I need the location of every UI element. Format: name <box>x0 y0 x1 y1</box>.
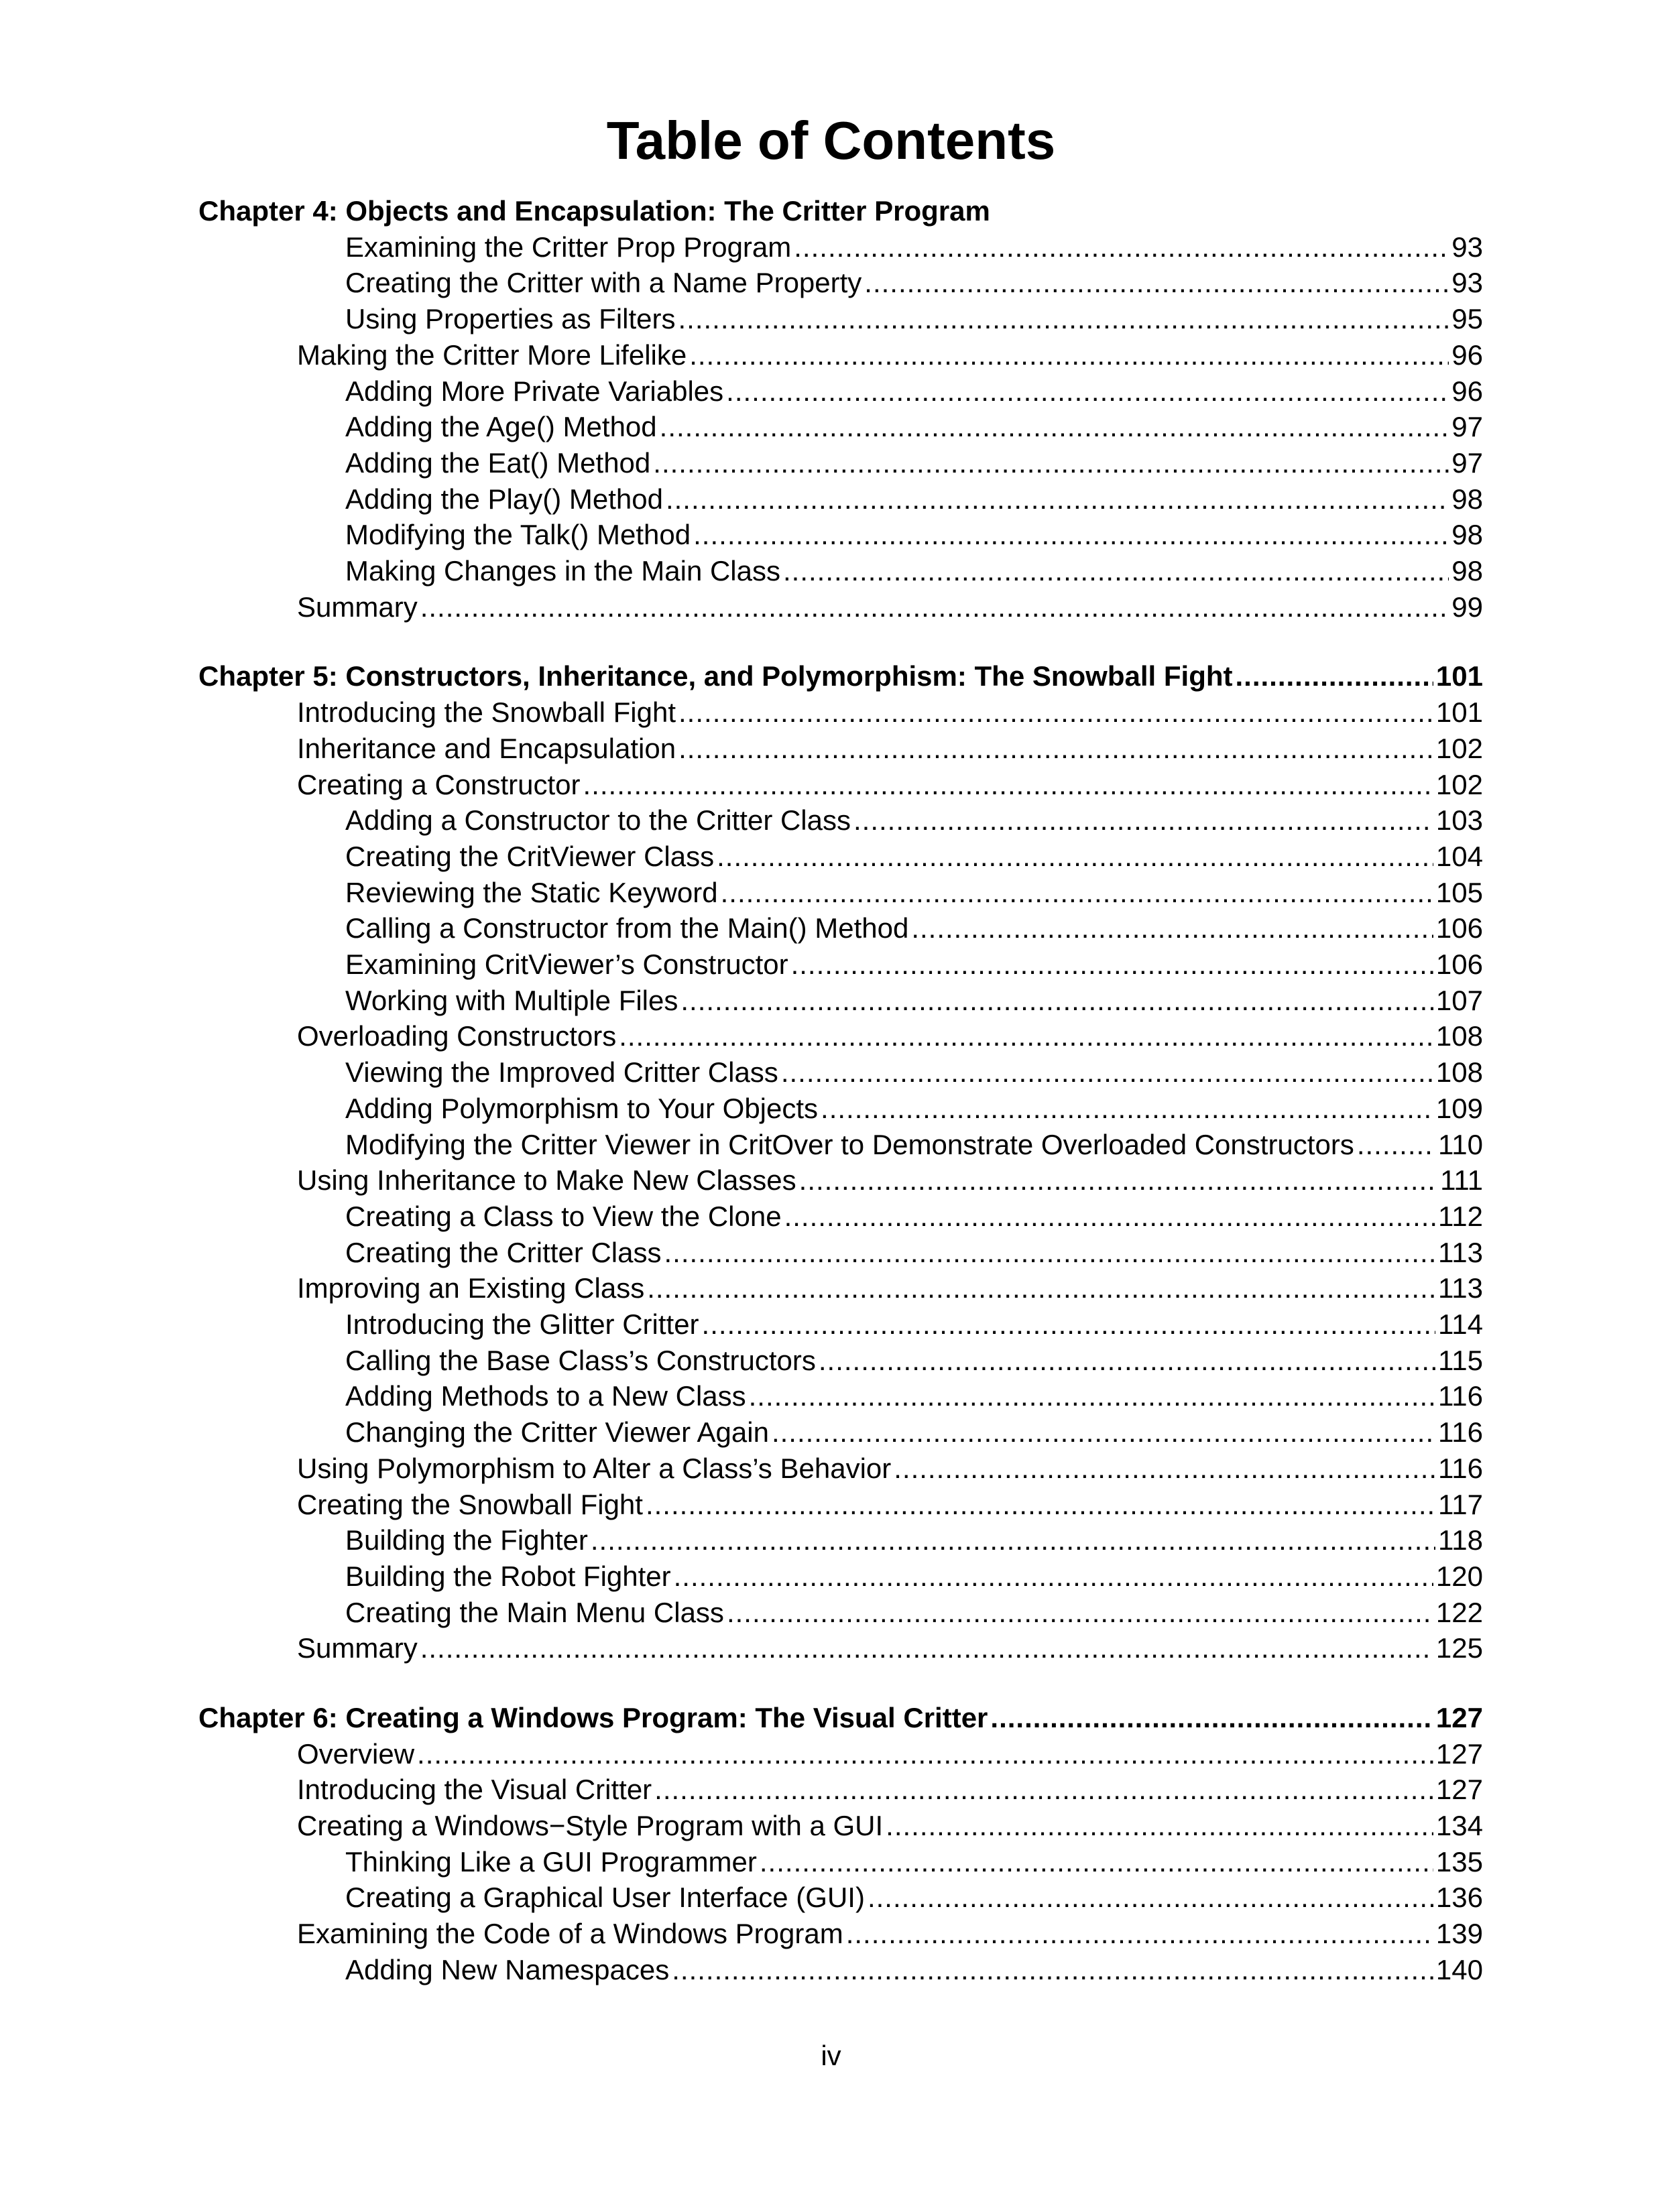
dot-leader <box>1357 1127 1435 1163</box>
toc-entry-label: Summary <box>297 1632 418 1664</box>
dot-leader <box>721 875 1433 911</box>
toc-entry-label: Making the Critter More Lifelike <box>297 339 687 371</box>
toc-entry <box>345 910 1483 946</box>
toc-entry <box>345 553 1483 589</box>
toc-entry-page: 127 <box>1435 1702 1483 1733</box>
toc-entry <box>345 1414 1483 1451</box>
toc-entry-page: 96 <box>1451 339 1483 371</box>
toc-entry-page: 101 <box>1435 660 1483 692</box>
toc-entry-page: 134 <box>1435 1810 1483 1841</box>
toc-entry-label: Creating a Class to View the Clone <box>345 1201 782 1232</box>
toc-entry <box>345 373 1483 410</box>
toc-entry-page: 97 <box>1451 411 1483 442</box>
toc-entry-page: 122 <box>1435 1597 1483 1628</box>
toc-entry-page: 127 <box>1435 1774 1483 1805</box>
toc-entry-page: 125 <box>1435 1632 1483 1664</box>
toc-entry-page: 93 <box>1451 231 1483 263</box>
toc-entry-label: Using Properties as Filters <box>345 303 676 334</box>
dot-leader <box>420 589 1449 625</box>
toc-entry-label: Chapter 5: Constructors, Inheritance, and Polymorphism: The Snowball Fight <box>198 660 1233 692</box>
toc-entry-label: Creating the CritViewer Class <box>345 841 715 872</box>
dot-leader <box>664 1235 1436 1271</box>
toc-entry-label: Working with Multiple Files <box>345 985 678 1016</box>
toc-entry-page: 107 <box>1435 985 1483 1016</box>
toc-entry <box>297 589 1483 625</box>
toc-entry-label: Thinking Like a GUI Programmer <box>345 1846 757 1878</box>
dot-leader <box>702 1306 1435 1343</box>
toc-entry-label: Using Polymorphism to Alter a Class’s Behavior <box>297 1453 892 1484</box>
toc-entry <box>345 1235 1483 1271</box>
toc-entry <box>297 1451 1483 1487</box>
toc-entry-page: 140 <box>1435 1954 1483 1985</box>
toc-entry-label: Making Changes in the Main Class <box>345 555 780 587</box>
dot-leader <box>911 910 1433 946</box>
dot-leader <box>646 1487 1435 1523</box>
dot-leader <box>853 802 1433 839</box>
dot-leader <box>660 409 1449 445</box>
toc-entry-label: Adding the Play() Method <box>345 483 663 515</box>
toc-entry <box>345 445 1483 481</box>
toc-entry-page: 98 <box>1451 519 1483 550</box>
toc-entry-page: 98 <box>1451 483 1483 515</box>
toc-entry <box>297 337 1483 373</box>
toc-entry-page: 111 <box>1440 1164 1483 1196</box>
toc-entry-label: Creating a Graphical User Interface (GUI) <box>345 1882 865 1913</box>
toc-entry <box>297 731 1483 767</box>
toc-entry <box>297 694 1483 731</box>
dot-leader <box>821 1091 1433 1127</box>
toc-entry-page: 96 <box>1451 375 1483 407</box>
toc-entry <box>345 839 1483 875</box>
toc-entry-label: Adding a Constructor to the Critter Class <box>345 804 851 836</box>
toc-entry-page: 114 <box>1438 1308 1483 1340</box>
toc-entry-label: Modifying the Talk() Method <box>345 519 691 550</box>
toc-entry-label: Examining the Critter Prop Program <box>345 231 792 263</box>
dot-leader <box>1236 658 1433 694</box>
dot-leader <box>727 1595 1433 1631</box>
toc-entry-page: 102 <box>1435 733 1483 764</box>
dot-leader <box>678 731 1433 767</box>
toc-entry-page: 99 <box>1451 591 1483 623</box>
toc-entry-label: Adding Polymorphism to Your Objects <box>345 1093 819 1124</box>
toc-entry-page: 127 <box>1435 1738 1483 1770</box>
toc-entry-page: 136 <box>1435 1882 1483 1913</box>
toc-entry-label: Creating the Critter with a Name Property <box>345 267 862 298</box>
toc-entry <box>345 265 1483 301</box>
toc-entry <box>345 1558 1483 1595</box>
toc-entry <box>297 1808 1483 1844</box>
toc-entry <box>345 1306 1483 1343</box>
toc-entry-page: 118 <box>1438 1524 1483 1556</box>
toc-entry <box>345 946 1483 983</box>
toc-entry-page: 110 <box>1438 1129 1483 1160</box>
toc-entry-page: 108 <box>1435 1056 1483 1088</box>
toc-entry <box>297 1736 1483 1772</box>
dot-leader <box>894 1451 1435 1487</box>
dot-leader <box>583 767 1433 803</box>
toc-entry-page: 105 <box>1435 877 1483 908</box>
toc-entry-label: Viewing the Improved Critter Class <box>345 1056 778 1088</box>
toc-entry-label: Chapter 4: Objects and Encapsulation: The Critter Program <box>198 195 990 227</box>
toc-entry <box>345 983 1483 1019</box>
toc-entry <box>297 1270 1483 1306</box>
toc-entry-label: Summary <box>297 591 418 623</box>
dot-leader <box>791 946 1433 983</box>
dot-leader <box>726 373 1449 410</box>
toc-entry-page: 116 <box>1438 1416 1483 1448</box>
toc-entry-label: Using Inheritance to Make New Classes <box>297 1164 796 1196</box>
dot-leader <box>886 1808 1433 1844</box>
toc-entry <box>345 1343 1483 1379</box>
toc-entry <box>345 1054 1483 1091</box>
toc-entry <box>345 1127 1483 1163</box>
toc-entry-label: Building the Fighter <box>345 1524 588 1556</box>
toc-entry-page: 108 <box>1435 1020 1483 1052</box>
toc-entry <box>297 1487 1483 1523</box>
toc-entry <box>345 517 1483 553</box>
toc-entry <box>345 802 1483 839</box>
toc-entry-label: Creating the Main Menu Class <box>345 1597 724 1628</box>
toc-entry-page: 97 <box>1451 447 1483 479</box>
toc-entry-page: 112 <box>1438 1201 1483 1232</box>
toc-chapter <box>198 1700 1483 1736</box>
toc-entry-page: 103 <box>1435 804 1483 836</box>
toc-entry-label: Improving an Existing Class <box>297 1272 645 1304</box>
toc-entry-page: 106 <box>1435 912 1483 944</box>
toc-entry-label: Examining the Code of a Windows Program <box>297 1918 843 1949</box>
toc-entry-label: Adding the Eat() Method <box>345 447 651 479</box>
toc-entry-page: 93 <box>1451 267 1483 298</box>
toc-entry-label: Calling a Constructor from the Main() Method <box>345 912 909 944</box>
toc-entry-page: 116 <box>1438 1380 1483 1412</box>
toc-entry-page: 98 <box>1451 555 1483 587</box>
toc-entry-label: Examining CritViewer’s Constructor <box>345 948 788 980</box>
toc-entry-label: Introducing the Snowball Fight <box>297 696 676 728</box>
page-title: Table of Contents <box>606 111 1056 170</box>
toc-entry <box>297 1916 1483 1952</box>
dot-leader <box>591 1522 1435 1558</box>
toc-entry-label: Building the Robot Fighter <box>345 1560 671 1592</box>
toc-entry <box>297 767 1483 803</box>
dot-leader <box>760 1844 1433 1880</box>
toc-entry-page: 115 <box>1438 1345 1483 1376</box>
toc-entry-page: 120 <box>1435 1560 1483 1592</box>
dot-leader <box>990 1700 1433 1736</box>
toc-entry-label: Modifying the Critter Viewer in CritOver to Demonstrate Overloaded Constructors <box>345 1129 1354 1160</box>
toc-entry-label: Calling the Base Class’s Constructors <box>345 1345 816 1376</box>
dot-leader <box>749 1378 1435 1414</box>
toc-entry-page: 113 <box>1438 1272 1483 1304</box>
toc-entry-label: Creating a Windows−Style Program with a GUI <box>297 1810 884 1841</box>
toc-entry <box>297 1018 1483 1054</box>
dot-leader <box>772 1414 1435 1451</box>
dot-leader <box>680 983 1433 1019</box>
toc-entry <box>297 1772 1483 1808</box>
toc-entry-label: Inheritance and Encapsulation <box>297 733 676 764</box>
toc-entry <box>345 1844 1483 1880</box>
page-number: iv <box>821 2040 841 2071</box>
dot-leader <box>846 1916 1433 1952</box>
dot-leader <box>420 1630 1433 1666</box>
toc-chapter <box>198 658 1483 694</box>
toc-entry <box>345 409 1483 445</box>
dot-leader <box>689 337 1449 373</box>
toc-entry-page: 104 <box>1435 841 1483 872</box>
dot-leader <box>678 301 1449 337</box>
dot-leader <box>717 839 1433 875</box>
dot-leader <box>619 1018 1433 1054</box>
toc-entry-page: 139 <box>1435 1918 1483 1949</box>
toc-entry <box>345 229 1483 265</box>
toc-entry-page: 109 <box>1435 1093 1483 1124</box>
toc-entry-label: Creating the Snowball Fight <box>297 1489 643 1520</box>
toc-entry <box>345 1091 1483 1127</box>
toc-entry-label: Creating the Critter Class <box>345 1237 662 1268</box>
toc-entry-page: 102 <box>1435 769 1483 800</box>
dot-leader <box>666 481 1449 517</box>
dot-leader <box>417 1736 1433 1772</box>
toc-entry-page: 101 <box>1435 696 1483 728</box>
toc-entry <box>345 1952 1483 1988</box>
dot-leader <box>672 1952 1433 1988</box>
toc-entry-label: Changing the Critter Viewer Again <box>345 1416 769 1448</box>
toc-entry <box>345 1595 1483 1631</box>
dot-leader <box>819 1343 1435 1379</box>
toc-entry-label: Reviewing the Static Keyword <box>345 877 718 908</box>
toc-entry-label: Adding Methods to a New Class <box>345 1380 746 1412</box>
dot-leader <box>653 445 1449 481</box>
toc-entry-page: 95 <box>1451 303 1483 334</box>
dot-leader <box>654 1772 1433 1808</box>
toc-entry-label: Introducing the Glitter Critter <box>345 1308 699 1340</box>
toc-entry <box>297 1630 1483 1666</box>
toc-entry-label: Introducing the Visual Critter <box>297 1774 652 1805</box>
toc-entry <box>345 1880 1483 1916</box>
toc-entry-label: Overview <box>297 1738 415 1770</box>
toc-entry-page: 113 <box>1438 1237 1483 1268</box>
dot-leader <box>693 517 1449 553</box>
toc-entry <box>345 1199 1483 1235</box>
toc-entry <box>345 1522 1483 1558</box>
dot-leader <box>647 1270 1435 1306</box>
toc-entry-page: 117 <box>1438 1489 1483 1520</box>
dot-leader <box>799 1162 1437 1199</box>
toc-entry-label: Adding the Age() Method <box>345 411 657 442</box>
dot-leader <box>864 265 1449 301</box>
toc-entry <box>345 481 1483 517</box>
dot-leader <box>794 229 1449 265</box>
toc-entry-label: Adding More Private Variables <box>345 375 724 407</box>
toc-chapter <box>198 193 1483 229</box>
toc-entry <box>345 1378 1483 1414</box>
dot-leader <box>868 1880 1433 1916</box>
dot-leader <box>678 694 1433 731</box>
toc-entry-label: Creating a Constructor <box>297 769 581 800</box>
dot-leader <box>781 1054 1433 1091</box>
toc-entry-page: 116 <box>1438 1453 1483 1484</box>
toc-entry-label: Adding New Namespaces <box>345 1954 670 1985</box>
toc-entry-label: Overloading Constructors <box>297 1020 617 1052</box>
toc-entry-label: Chapter 6: Creating a Windows Program: The Visual Critter <box>198 1702 988 1733</box>
toc-entry <box>297 1162 1483 1199</box>
toc-entry <box>345 875 1483 911</box>
toc-entry-page: 106 <box>1435 948 1483 980</box>
dot-leader <box>784 1199 1435 1235</box>
dot-leader <box>783 553 1449 589</box>
dot-leader <box>674 1558 1433 1595</box>
toc-entry <box>345 301 1483 337</box>
toc-entry-page: 135 <box>1435 1846 1483 1878</box>
